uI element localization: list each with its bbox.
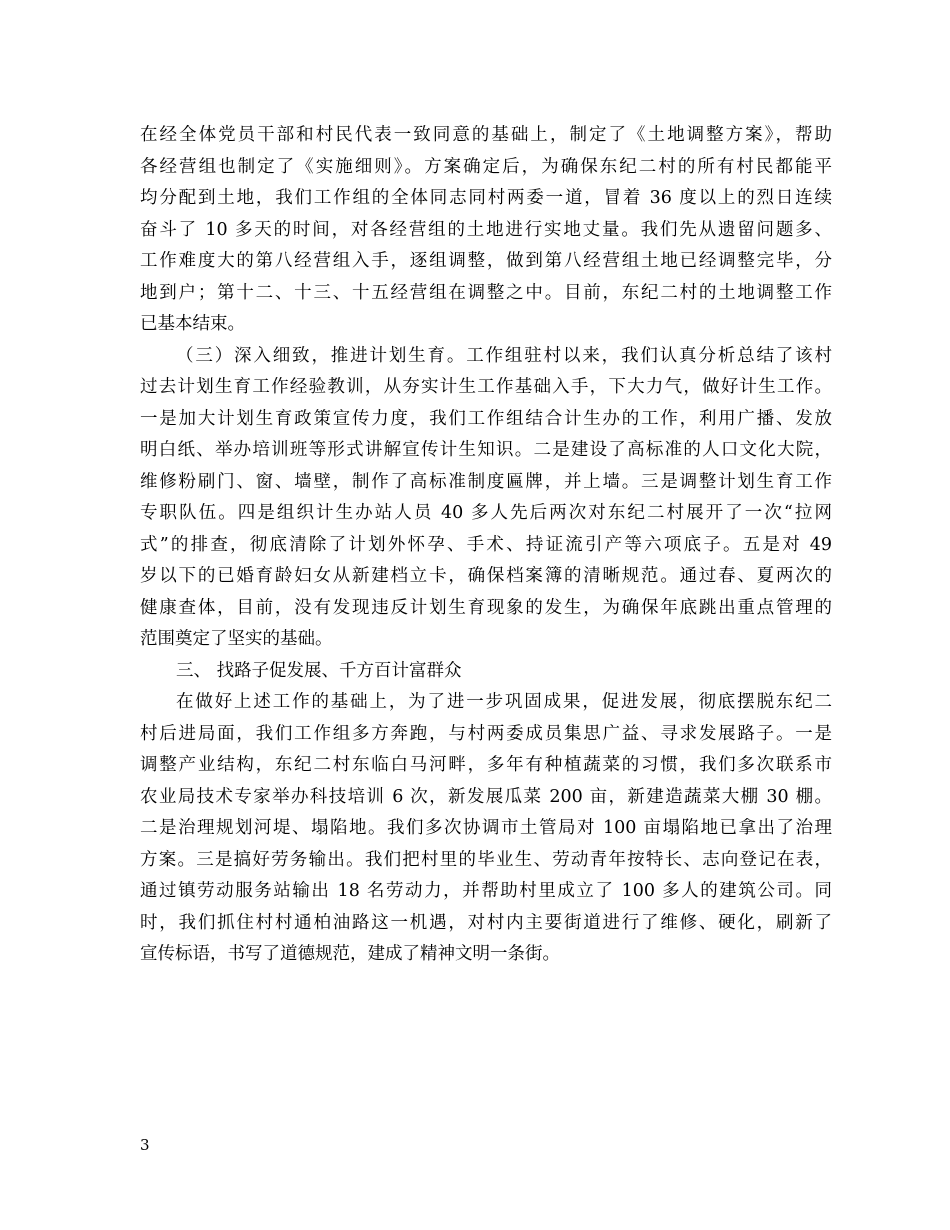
- paragraph-line: 明白纸、举办培训班等形式讲解宣传计生知识。二是建设了高标准的人口文化大院，: [140, 440, 832, 460]
- paragraph-line: 工作难度大的第八经营组入手，逐组调整，做到第八经营组土地已经调整完毕，分: [140, 251, 832, 271]
- paragraph-line: 维修粉刷门、窗、墙壁，制作了高标准制度匾牌，并上墙。三是调整计划生育工作: [140, 471, 832, 492]
- paragraph-line: 时，我们抓住村村通柏油路这一机遇，对村内主要街道进行了维修、硬化，刷新了: [140, 912, 832, 933]
- paragraph-line: 一是加大计划生育政策宣传力度，我们工作组结合计生办的工作，利用广播、发放: [140, 408, 832, 429]
- paragraph-line: 过去计划生育工作经验教训，从夯实计生工作基础入手，下大力气，做好计生工作。: [140, 377, 832, 397]
- paragraph-line: 式”的排查，彻底清除了计划外怀孕、手术、持证流引产等六项底子。五是对 49: [140, 534, 832, 555]
- paragraph-line: 岁以下的已婚育龄妇女从新建档立卡，确保档案簿的清晰规范。通过春、夏两次的: [140, 566, 832, 586]
- paragraph-line: 地到户；第十二、十三、十五经营组在调整之中。目前，东纪二村的土地调整工作: [140, 282, 832, 303]
- paragraph-line: 健康查体，目前，没有发现违反计划生育现象的发生，为确保年底跳出重点管理的: [140, 597, 832, 618]
- paragraph-line: 各经营组也制定了《实施细则》。方案确定后，为确保东纪二村的所有村民都能平: [140, 156, 832, 177]
- paragraph-line: 二是治理规划河堤、塌陷地。我们多次协调市土管局对 100 亩塌陷地已拿出了治理: [140, 818, 832, 838]
- paragraph-line: 农业局技术专家举办科技培训 6 次，新发展瓜菜 200 亩，新建造蔬菜大棚 30 棚。: [140, 786, 832, 807]
- paragraph-line: 均分配到土地，我们工作组的全体同志同村两委一道，冒着 36 度以上的烈日连续: [140, 188, 832, 208]
- paragraph-line: 调整产业结构，东纪二村东临白马河畔，多年有种植蔬菜的习惯，我们多次联系市: [140, 755, 832, 775]
- paragraph-line: 村后进局面，我们工作组多方奔跑，与村两委成员集思广益、寻求发展路子。一是: [140, 723, 832, 744]
- body-text: [140, 120, 832, 971]
- paragraph-line: 已基本结束。: [140, 314, 245, 334]
- paragraph-line: 在经全体党员干部和村民代表一致同意的基础上，制定了《土地调整方案》，帮助: [140, 125, 832, 145]
- paragraph-line: 在做好上述工作的基础上，为了进一步巩固成果，促进发展，彻底摆脱东纪二: [176, 692, 832, 712]
- paragraph-line: 方案。三是搞好劳务输出。我们把村里的毕业生、劳动青年按特长、志向登记在表，: [140, 849, 832, 870]
- section-heading: 三、 找路子促发展、千方百计富群众: [176, 660, 462, 681]
- paragraph-line: 专职队伍。四是组织计生办站人员 40 多人先后两次对东纪二村展开了一次“拉网: [140, 503, 832, 523]
- page-number: 3: [140, 1136, 150, 1154]
- paragraph-line: （三）深入细致，推进计划生育。工作组驻村以来，我们认真分析总结了该村: [176, 345, 832, 366]
- paragraph-line: 宣传标语，书写了道德规范，建成了精神文明一条街。: [140, 944, 560, 964]
- paragraph-line: 通过镇劳动服务站输出 18 名劳动力，并帮助村里成立了 100 多人的建筑公司。同: [140, 881, 832, 901]
- paragraph-line: 范围奠定了坚实的基础。: [140, 629, 333, 649]
- paragraph-line: 奋斗了 10 多天的时间，对各经营组的土地进行实地丈量。我们先从遗留问题多、: [140, 219, 832, 240]
